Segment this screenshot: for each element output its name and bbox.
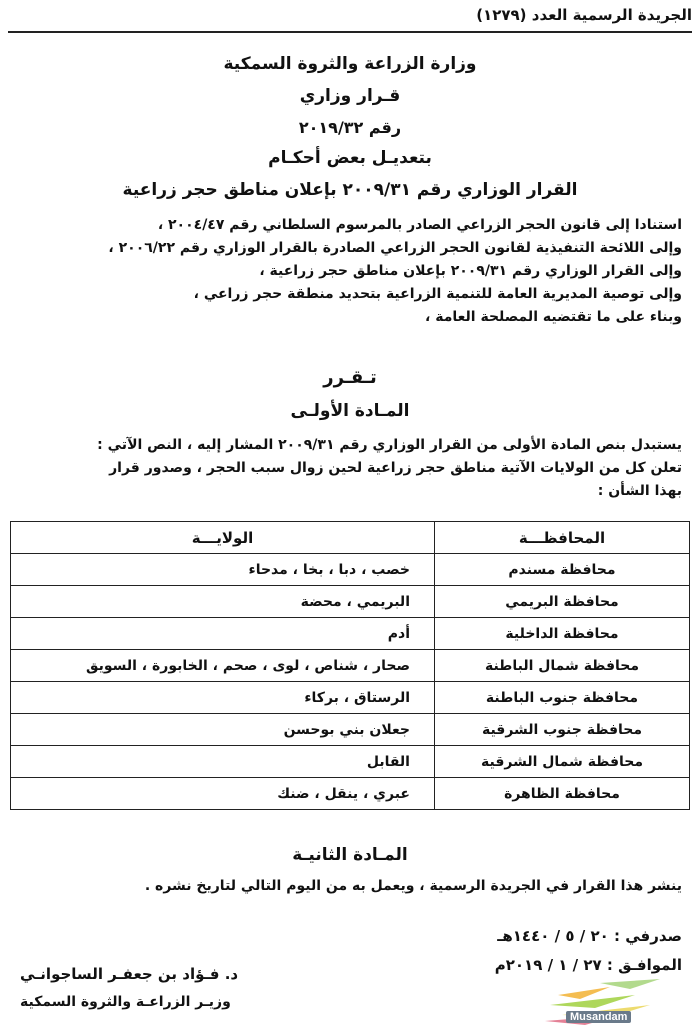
- watermark-text: Musandam: [566, 1011, 631, 1023]
- governorate-header: المحافظـــة: [435, 522, 690, 554]
- wilayat-cell: البريمي ، محضة: [11, 586, 435, 618]
- signatory-name: د. فـؤاد بن جعفـر الساجوانـي: [20, 965, 239, 983]
- table-row: [11, 650, 690, 682]
- table-row: [11, 682, 690, 714]
- table-header-row: [11, 522, 690, 554]
- ministry-name: وزارة الزراعة والثروة السمكية: [223, 54, 477, 74]
- preamble: [10, 214, 682, 329]
- article-1-title: المـادة الأولـى: [290, 401, 410, 421]
- signatory-title: وزيـر الزراعـة والثروة السمكية: [20, 994, 231, 1010]
- governorate-cell: محافظة جنوب الباطنة: [435, 682, 690, 714]
- table-row: [11, 586, 690, 618]
- wilayat-header: الولايـــة: [11, 522, 435, 554]
- governorate-cell: محافظة جنوب الشرقية: [435, 714, 690, 746]
- article-2-title: المـادة الثانيـة: [292, 845, 408, 865]
- article-1-line: تعلن كل من الولايات الآتية مناطق حجر زراعية لحين زوال سبب الحجر ، وصدور قرار: [109, 460, 682, 476]
- header-divider: [8, 31, 692, 33]
- governorate-cell: محافظة مسندم: [435, 554, 690, 586]
- wilayat-cell: جعلان بني بوحسن: [11, 714, 435, 746]
- preamble-line: وبناء على ما تقتضيه المصلحة العامة ،: [425, 309, 682, 325]
- table-row: [11, 714, 690, 746]
- issued-gregorian-date: الموافـق : ٢٧ / ١ / ٢٠١٩م: [494, 956, 682, 974]
- article-1-line: يستبدل بنص المادة الأولى من القرار الوزاري رقم ٢٠٠٩/٣١ المشار إليه ، النص الآتي :: [97, 437, 682, 453]
- preamble-line: وإلى توصية المديرية العامة للتنمية الزراعية بتحديد منطقة حجر زراعي ،: [193, 286, 682, 302]
- article-1-text: [10, 434, 682, 503]
- governorate-cell: محافظة شمال الشرقية: [435, 746, 690, 778]
- governorate-cell: محافظة شمال الباطنة: [435, 650, 690, 682]
- article-2-text: ينشر هذا القرار في الجريدة الرسمية ، ويعمل به من اليوم التالي لتاريخ نشره .: [144, 878, 682, 894]
- decision-number: رقم ٢٠١٩/٣٢: [298, 118, 402, 137]
- decides-heading: تـقـرر: [323, 367, 377, 388]
- decision-type: قـرار وزاري: [299, 86, 401, 106]
- table-row: [11, 778, 690, 810]
- table-row: [11, 746, 690, 778]
- subject-line-2: القرار الوزاري رقم ٢٠٠٩/٣١ بإعلان مناطق حجر زراعية: [122, 180, 578, 200]
- wilayat-cell: القابل: [11, 746, 435, 778]
- wilayat-cell: أدم: [11, 618, 435, 650]
- wilayat-cell: خصب ، دبا ، بخا ، مدحاء: [11, 554, 435, 586]
- table-row: [11, 618, 690, 650]
- governorate-cell: محافظة الداخلية: [435, 618, 690, 650]
- preamble-line: وإلى القرار الوزاري رقم ٢٠٠٩/٣١ بإعلان مناطق حجر زراعية ،: [259, 263, 682, 279]
- preamble-line: استنادا إلى قانون الحجر الزراعي الصادر بالمرسوم السلطاني رقم ٢٠٠٤/٤٧ ،: [157, 217, 682, 233]
- issued-hijri-date: صدرفي : ٢٠ / ٥ / ١٤٤٠هـ: [497, 927, 682, 945]
- article-1-line: بهذا الشأن :: [597, 483, 682, 499]
- preamble-line: وإلى اللائحة التنفيذية لقانون الحجر الزراعي الصادرة بالقرار الوزاري رقم ٢٠٠٦/٢٢ ،: [108, 240, 682, 256]
- wilayat-cell: الرستاق ، بركاء: [11, 682, 435, 714]
- table-row: [11, 554, 690, 586]
- gazette-header: الجريدة الرسمية العدد (١٢٧٩): [476, 6, 692, 24]
- subject-line-1: بتعديـل بعض أحكـام: [268, 148, 432, 168]
- governorate-cell: محافظة البريمي: [435, 586, 690, 618]
- quarantine-table: [10, 521, 690, 810]
- wilayat-cell: صحار ، شناص ، لوى ، صحم ، الخابورة ، السويق: [11, 650, 435, 682]
- wilayat-cell: عبري ، ينقل ، ضنك: [11, 778, 435, 810]
- governorate-cell: محافظة الظاهرة: [435, 778, 690, 810]
